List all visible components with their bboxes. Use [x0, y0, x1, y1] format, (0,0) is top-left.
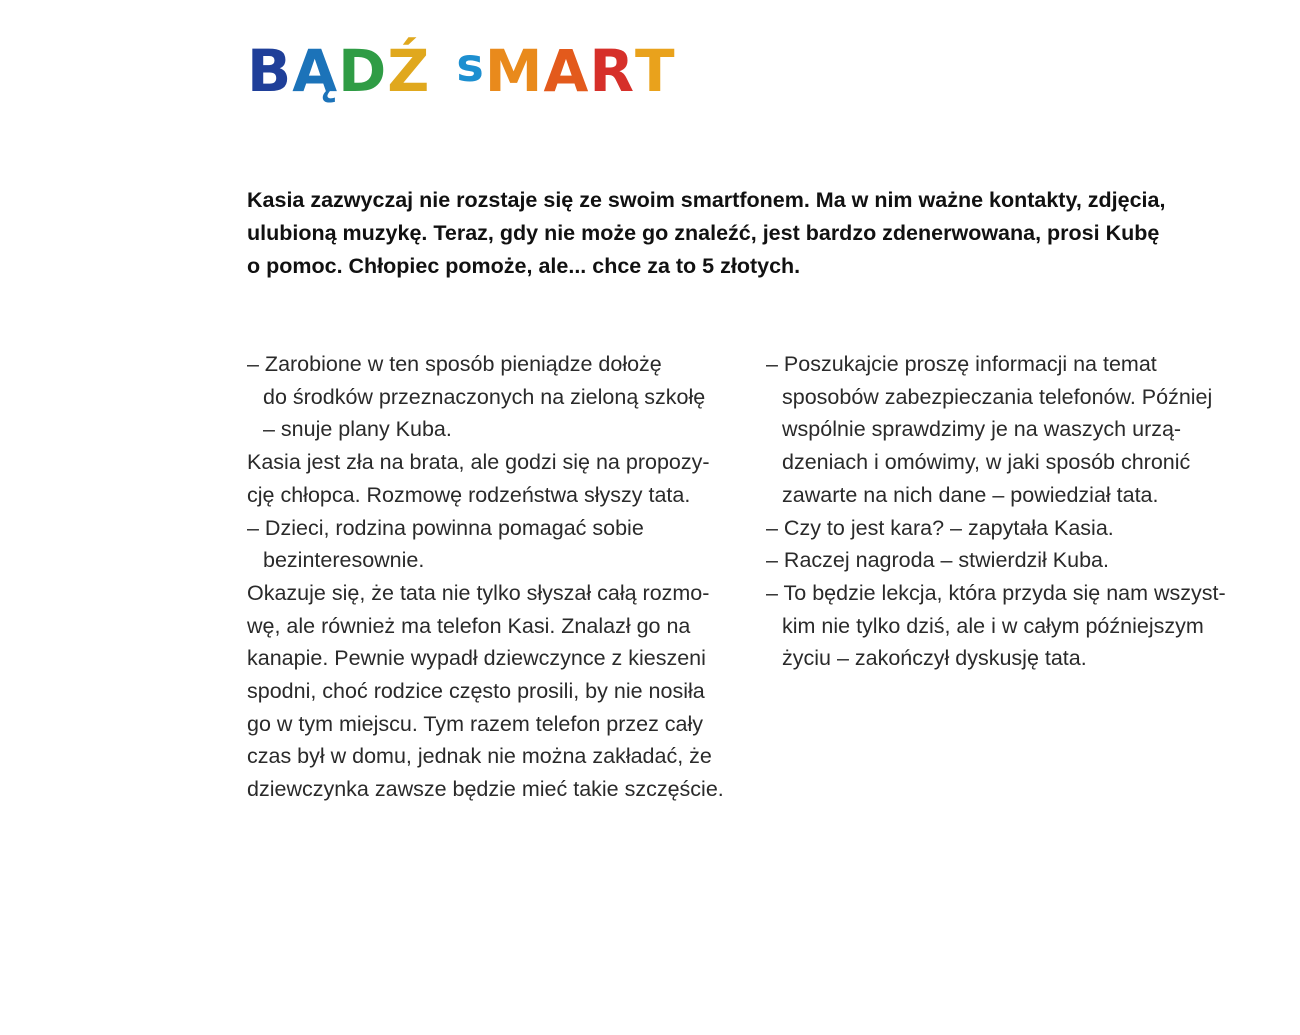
text-line: dziewczynka zawsze będzie mieć takie szczęście.	[247, 777, 724, 802]
text-line: cję chłopca. Rozmowę rodzeństwa słyszy tata.	[247, 482, 691, 507]
text-line: dzeniach i omówimy, w jaki sposób chronić	[782, 450, 1191, 475]
logo-letter: s	[456, 38, 485, 92]
logo-letter: B	[247, 37, 293, 105]
text-line: bezinteresownie.	[263, 548, 425, 573]
logo-bad-smart	[247, 30, 676, 105]
text-line: wę, ale również ma telefon Kasi. Znalazł go na	[247, 613, 691, 638]
intro-line: ulubioną muzykę. Teraz, gdy nie może go znaleźć, jest bardzo zdenerwowana, prosi Kubę	[247, 221, 1160, 245]
logo-letter: Ź	[387, 37, 431, 105]
text-line: zawarte na nich dane – powiedział tata.	[782, 482, 1159, 507]
text-line: go w tym miejscu. Tym razem telefon przez cały	[247, 711, 704, 736]
text-line: – Dzieci, rodzina powinna pomagać sobie	[247, 515, 644, 540]
intro-line: o pomoc. Chłopiec pomoże, ale... chce za to 5 złotych.	[247, 254, 801, 278]
story-column-right	[766, 348, 1246, 675]
logo-word-badz	[247, 37, 431, 105]
text-line: – Poszukajcie proszę informacji na temat	[766, 352, 1157, 376]
intro-line: Kasia zazwyczaj nie rozstaje się ze swoim smartfonem. Ma w nim ważne kontakty, zdjęcia,	[247, 188, 1166, 212]
text-line: Kasia jest zła na brata, ale godzi się na propozy-	[247, 450, 710, 475]
logo-letter: Ą	[292, 37, 339, 105]
logo-letter: A	[543, 37, 590, 105]
logo-letter: M	[484, 37, 544, 105]
logo-word-smart	[456, 37, 676, 105]
text-line: – snuje plany Kuba.	[263, 417, 452, 442]
intro-paragraph	[247, 184, 1207, 283]
text-line: czas był w domu, jednak nie można zakładać, że	[247, 744, 712, 769]
text-line: – To będzie lekcja, która przyda się nam wszyst-	[766, 580, 1226, 605]
logo-letter: T	[635, 37, 676, 105]
text-line: spodni, choć rodzice często prosili, by nie nosiła	[247, 679, 705, 704]
logo-letter: D	[338, 37, 388, 105]
text-line: kanapie. Pewnie wypadł dziewczynce z kieszeni	[247, 646, 706, 671]
text-line: – Raczej nagroda – stwierdził Kuba.	[766, 548, 1109, 573]
text-line: – Zarobione w ten sposób pieniądze dołożę	[247, 352, 662, 376]
text-line: życiu – zakończył dyskusję tata.	[782, 646, 1087, 671]
text-line: wspólnie sprawdzimy je na waszych urzą-	[782, 417, 1182, 442]
text-line: sposobów zabezpieczania telefonów. Później	[782, 384, 1213, 409]
text-line: Okazuje się, że tata nie tylko słyszał całą rozmo-	[247, 580, 710, 605]
logo-letter: R	[589, 37, 635, 105]
text-line: – Czy to jest kara? – zapytała Kasia.	[766, 515, 1114, 540]
story-column-left	[247, 348, 737, 806]
text-line: do środków przeznaczonych na zieloną szkołę	[263, 384, 706, 409]
text-line: kim nie tylko dziś, ale i w całym późniejszym	[782, 613, 1204, 638]
